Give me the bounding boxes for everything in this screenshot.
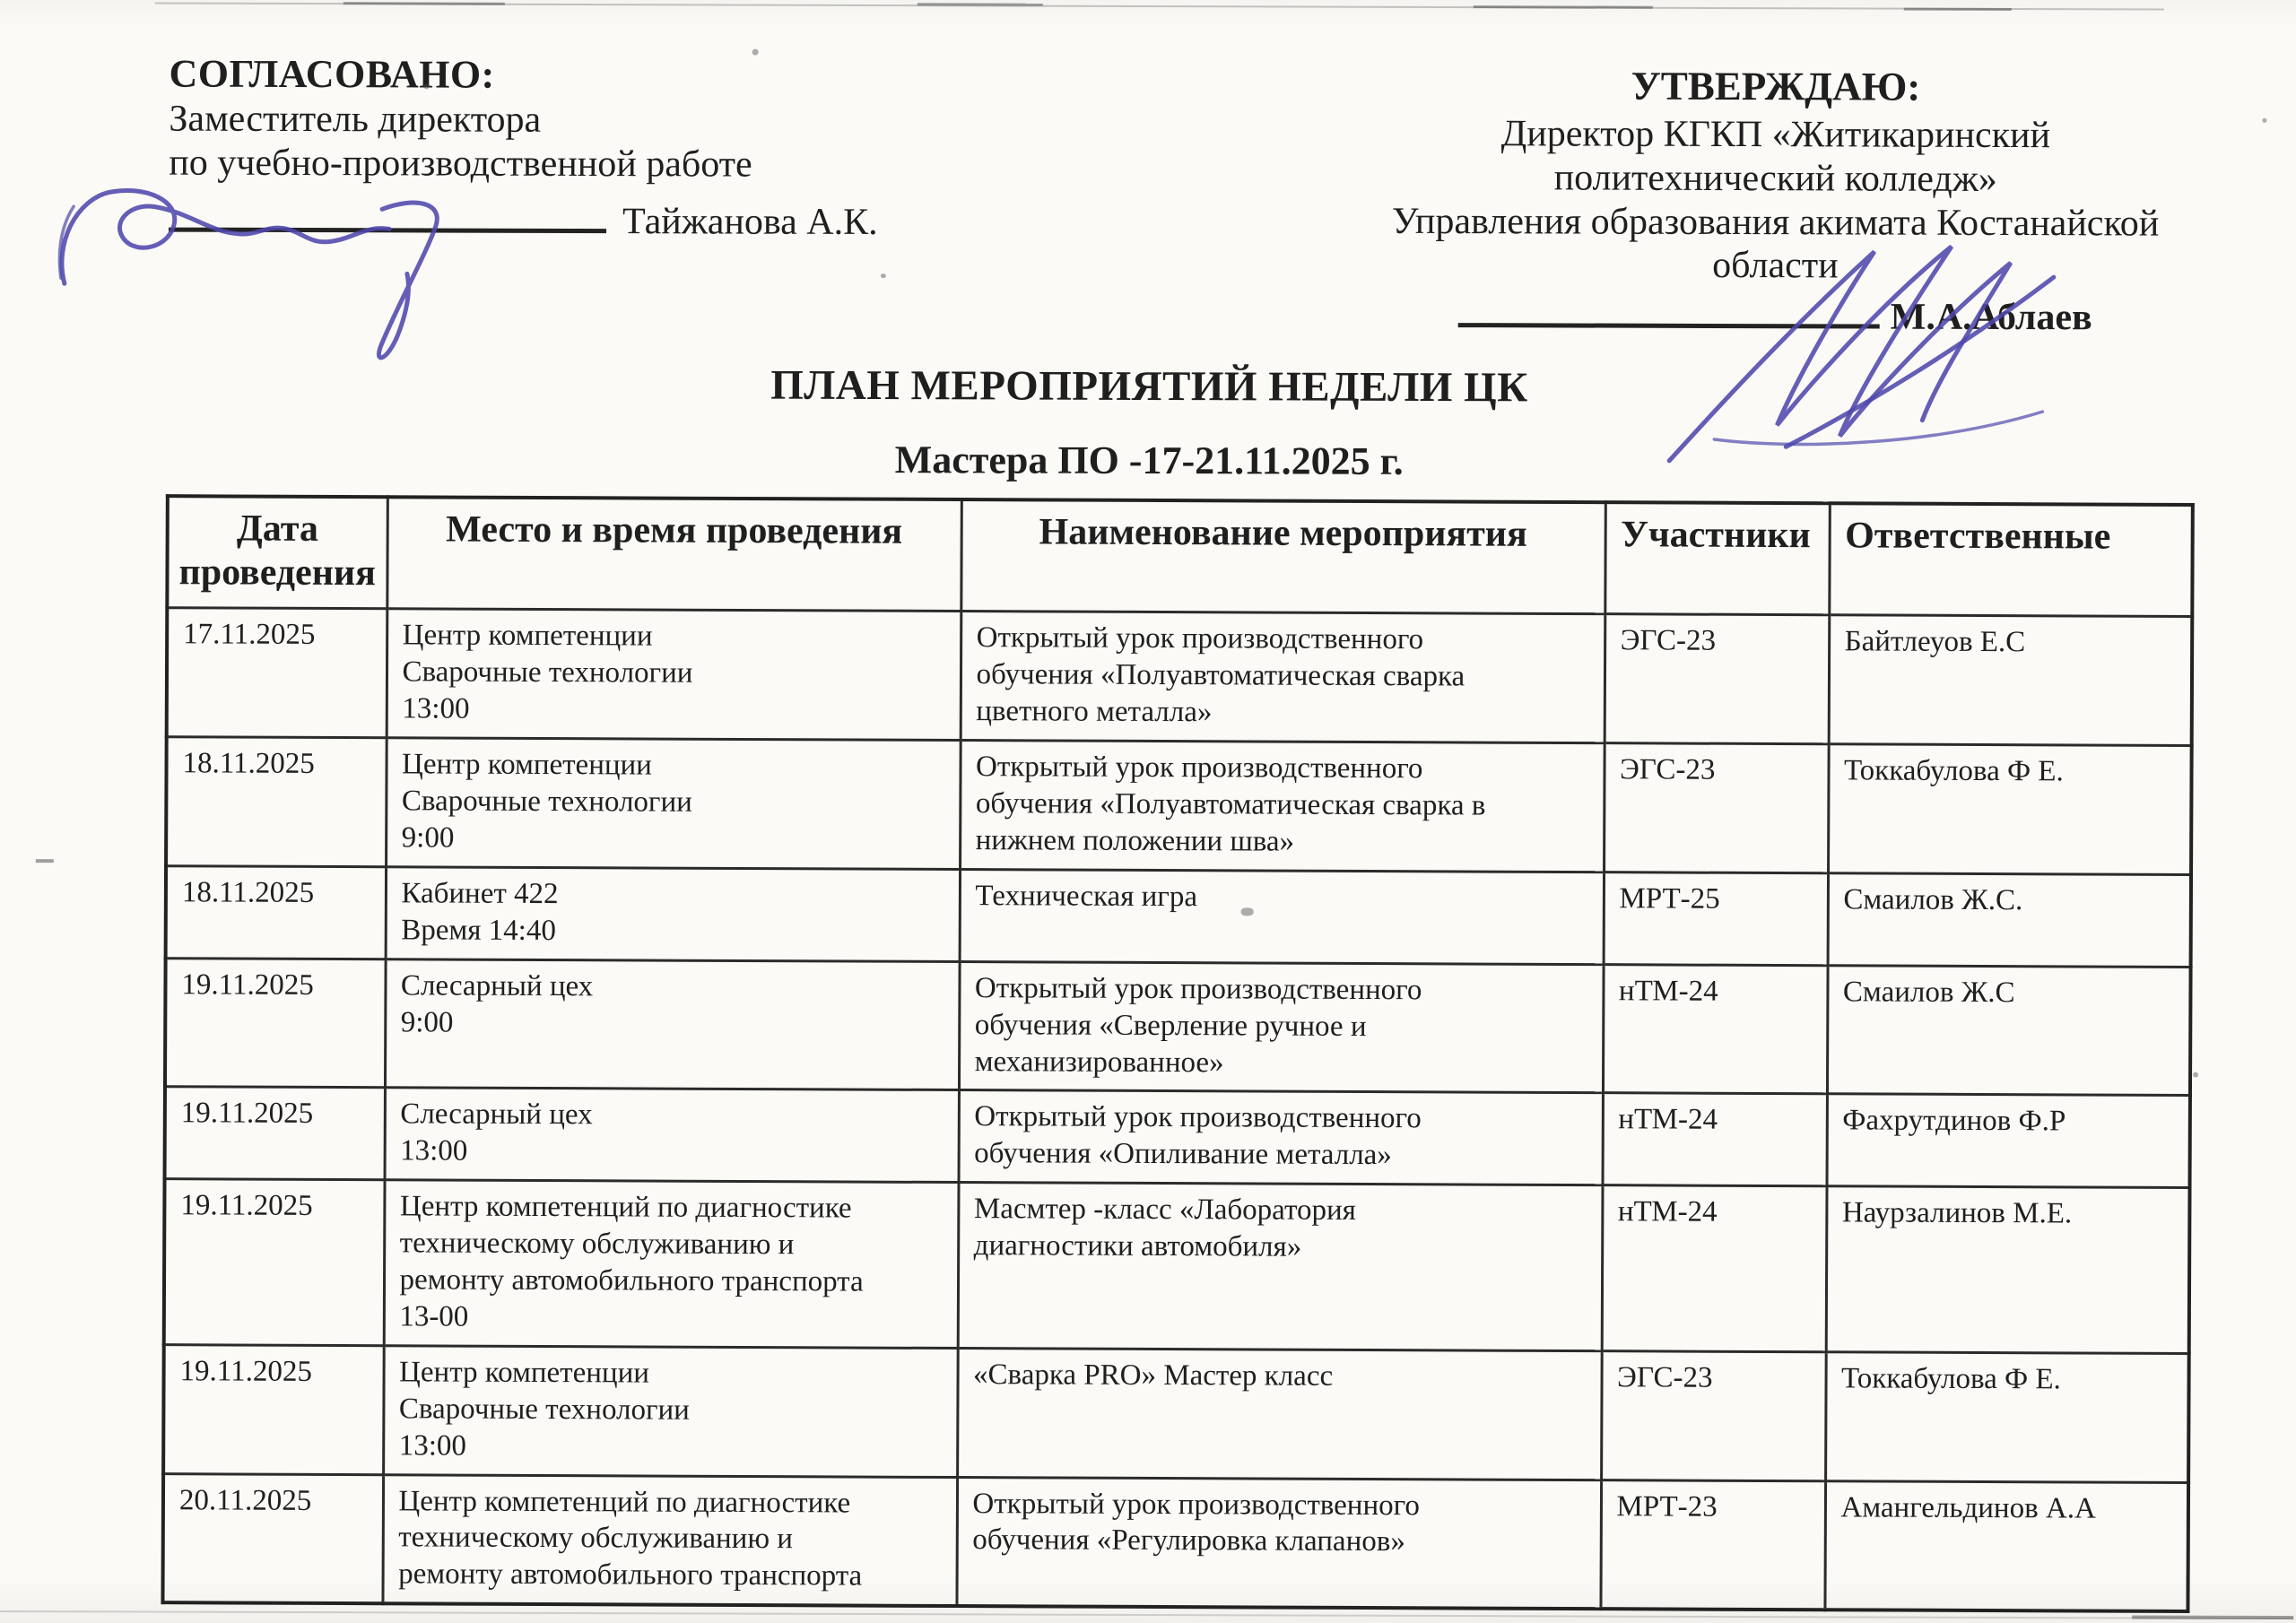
column-header-event-name: Наименование мероприятия xyxy=(961,499,1605,614)
table-cell: 18.11.2025 xyxy=(166,866,386,959)
scan-speck xyxy=(918,3,1043,5)
scan-speck xyxy=(2132,1615,2293,1619)
table-cell: МРТ-23 xyxy=(1600,1480,1825,1610)
table-cell: Техническая игра xyxy=(960,869,1604,964)
signature-row-right xyxy=(1338,294,2213,341)
table-cell: 19.11.2025 xyxy=(164,1179,385,1346)
scan-speck xyxy=(2262,118,2266,123)
document-title: ПЛАН МЕРОПРИЯТИЙ НЕДЕЛИ ЦК xyxy=(770,361,1528,412)
table-cell: Фахрутдинов Ф.Р xyxy=(1827,1094,2190,1188)
signatory-name-left: Тайжанова А.К. xyxy=(622,201,878,244)
table-cell: Центр компетенции Сварочные технологии 13:00 xyxy=(383,1346,958,1478)
plan-table-body xyxy=(162,608,2192,1611)
table-row xyxy=(164,1179,2190,1353)
approval-left-title: СОГЛАСОВАНО: xyxy=(169,51,495,97)
table-cell: Амангельдинов А.А xyxy=(1824,1480,2188,1611)
table-cell: Слесарный цех 9:00 xyxy=(385,959,960,1090)
table-cell: Слесарный цех 13:00 xyxy=(385,1088,959,1183)
table-header-row xyxy=(167,496,2193,617)
table-row xyxy=(165,1087,2190,1188)
table-cell: ЭГС-23 xyxy=(1605,614,1830,744)
scan-speck xyxy=(752,49,759,56)
table-row xyxy=(163,1345,2189,1483)
column-header-date: Дата проведения xyxy=(167,496,387,609)
approval-right-line: Управления образования акимата Костанайской xyxy=(1391,200,2160,245)
table-row xyxy=(166,737,2192,875)
approval-left-line: по учебно-производственной работе xyxy=(169,143,752,187)
approval-right-line: политехнический колледж» xyxy=(1553,157,1997,200)
table-cell: Открытый урок производственного обучения «Сверление ручное и механизированное» xyxy=(959,961,1604,1093)
approval-right-title: УТВЕРЖДАЮ: xyxy=(1631,63,1921,109)
table-cell: нТМ-24 xyxy=(1602,1185,1827,1352)
approval-left-line: Заместитель директора xyxy=(169,98,542,141)
table-cell: Смаилов Ж.С xyxy=(1827,965,2191,1095)
scan-speck xyxy=(1474,5,1653,9)
signature-line-right xyxy=(1458,323,1880,328)
table-cell: Центр компетенций по диагностике техническому обслуживанию и ремонту автомобильного транспорта xyxy=(382,1474,957,1606)
table-header xyxy=(167,496,2193,617)
column-header-participants: Участники xyxy=(1605,502,1830,615)
table-row xyxy=(162,1473,2188,1611)
table-row xyxy=(167,608,2193,746)
table-row xyxy=(165,958,2191,1096)
table-cell: 19.11.2025 xyxy=(163,1345,384,1475)
scan-speck xyxy=(881,273,886,278)
table-cell: 19.11.2025 xyxy=(165,1087,385,1180)
table-cell: Наурзалинов М.Е. xyxy=(1826,1186,2190,1353)
table-cell: 19.11.2025 xyxy=(165,958,386,1088)
scan-speck xyxy=(36,859,54,863)
table-cell: МРТ-25 xyxy=(1604,872,1828,966)
approval-right-line: области xyxy=(1712,245,1839,287)
scan-speck xyxy=(1904,8,2012,11)
table-cell: Открытый урок производственного обучения «Полуавтоматическая сварка цветного металла» xyxy=(961,612,1605,743)
table-cell: нТМ-24 xyxy=(1603,964,1828,1094)
events-plan-table xyxy=(161,494,2194,1613)
table-cell: Открытый урок производственного обучения «Полуавтоматическая сварка в нижнем положении шва» xyxy=(960,741,1605,872)
table-cell: Центр компетенций по диагностике техническому обслуживанию и ремонту автомобильного транспорта 13-00 xyxy=(384,1180,959,1348)
scan-speck xyxy=(1241,907,1254,916)
table-cell: ЭГС-23 xyxy=(1604,743,1829,873)
table-cell: «Сварка PRO» Мастер класс xyxy=(957,1348,1602,1480)
column-header-responsible: Ответственные xyxy=(1829,503,2193,617)
table-row xyxy=(166,866,2191,968)
document-subtitle: Мастера ПО -17-21.11.2025 г. xyxy=(894,438,1404,483)
table-cell: Центр компетенции Сварочные технологии 9:00 xyxy=(386,738,961,870)
scan-speck xyxy=(424,83,430,89)
table-cell: Центр компетенции Сварочные технологии 13:00 xyxy=(387,609,961,741)
scan-speck xyxy=(2193,1072,2198,1078)
signature-line-left xyxy=(169,228,606,234)
approval-block-left xyxy=(169,51,1031,247)
table-cell: ЭГС-23 xyxy=(1601,1351,1826,1481)
table-cell: Масмтер -класс «Лаборатория диагностики автомобиля» xyxy=(958,1183,1603,1351)
table-cell: 18.11.2025 xyxy=(166,737,387,867)
scan-speck xyxy=(344,2,505,5)
table-cell: Открытый урок производственного обучения «Опиливание металла» xyxy=(959,1090,1603,1185)
table-cell: Кабинет 422 Время 14:40 xyxy=(386,867,960,962)
table-cell: Токкабулова Ф Е. xyxy=(1828,744,2192,874)
column-header-place-time: Место и время проведения xyxy=(387,497,961,612)
approval-right-line: Директор КГКП «Житикаринский xyxy=(1500,113,2051,157)
signature-row-left xyxy=(169,199,1030,247)
table-cell: Байтлеуов Е.С xyxy=(1829,615,2193,745)
signatory-name-right: М.А.Аблаев xyxy=(1890,296,2092,339)
table-cell: Токкабулова Ф Е. xyxy=(1825,1352,2189,1482)
table-cell: Смаилов Ж.С. xyxy=(1828,873,2191,968)
table-cell: 20.11.2025 xyxy=(162,1473,383,1603)
table-cell: Открытый урок производственного обучения «Регулировка клапанов» xyxy=(956,1477,1601,1609)
approval-block-right xyxy=(1338,62,2213,341)
table-cell: нТМ-24 xyxy=(1603,1093,1827,1186)
table-cell: 17.11.2025 xyxy=(167,608,387,738)
